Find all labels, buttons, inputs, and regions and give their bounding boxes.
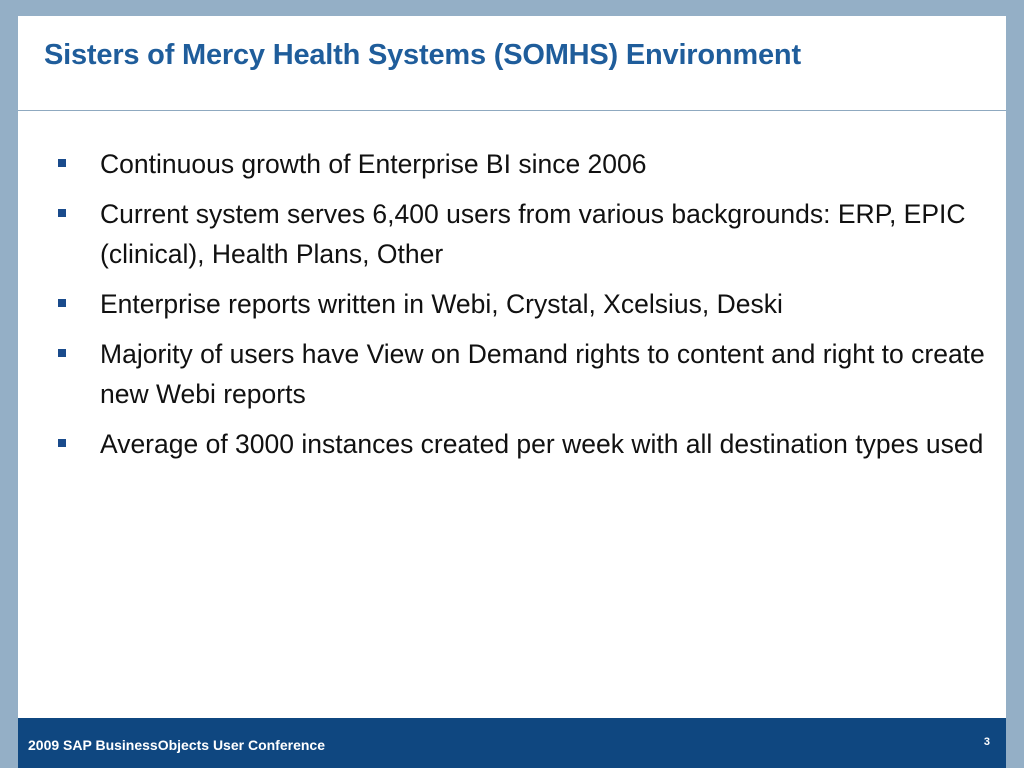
slide-canvas bbox=[18, 16, 1006, 718]
bullet-item bbox=[58, 284, 998, 324]
bullet-text: Enterprise reports written in Webi, Crystal, Xcelsius, Deski bbox=[100, 289, 783, 319]
square-bullet-icon bbox=[58, 209, 66, 217]
bullet-item bbox=[58, 334, 998, 414]
bullet-text: Average of 3000 instances created per week with all destination types used bbox=[100, 429, 984, 459]
square-bullet-icon bbox=[58, 299, 66, 307]
bullet-item bbox=[58, 194, 998, 274]
bullet-text: Majority of users have View on Demand rights to content and right to create new Webi reports bbox=[100, 339, 985, 409]
footer-bar bbox=[18, 718, 1006, 768]
title-area bbox=[18, 16, 1006, 111]
page-number: 3 bbox=[983, 736, 990, 748]
bullet-item bbox=[58, 144, 998, 184]
slide-title: Sisters of Mercy Health Systems (SOMHS) Environment bbox=[44, 39, 801, 71]
square-bullet-icon bbox=[58, 349, 66, 357]
square-bullet-icon bbox=[58, 439, 66, 447]
bullet-text: Continuous growth of Enterprise BI since 2006 bbox=[100, 149, 647, 179]
conference-label: 2009 SAP BusinessObjects User Conference bbox=[28, 737, 325, 753]
bullet-text: Current system serves 6,400 users from various backgrounds: ERP, EPIC (clinical), Health Plans, Other bbox=[100, 199, 966, 269]
bullet-list bbox=[58, 144, 998, 474]
square-bullet-icon bbox=[58, 159, 66, 167]
bullet-item bbox=[58, 424, 998, 464]
